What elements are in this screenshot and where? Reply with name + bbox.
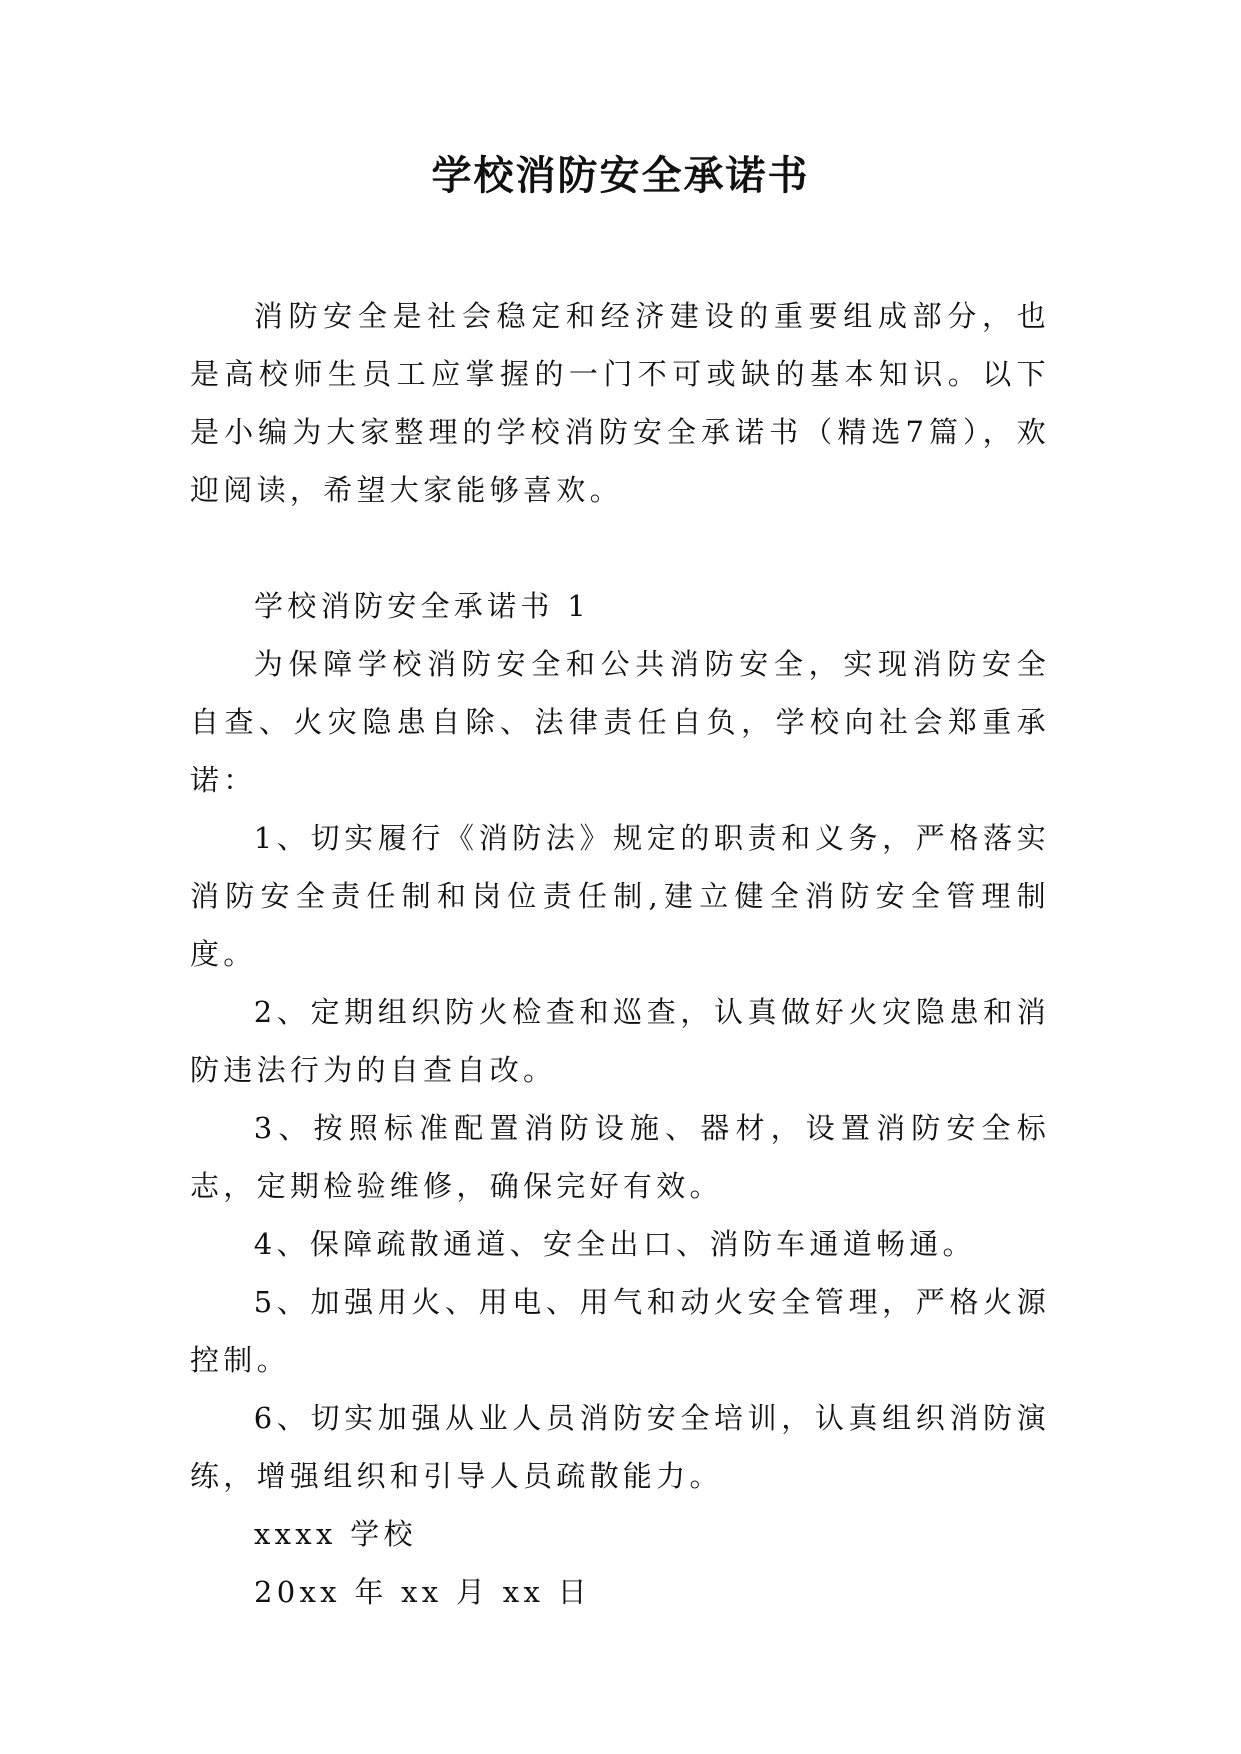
intro-paragraph: 消防安全是社会稳定和经济建设的重要组成部分，也是高校师生员工应掌握的一门不可或缺的基本知识。以下是小编为大家整理的学校消防安全承诺书（精选7篇），欢迎阅读，希望大家能够喜欢。	[190, 299, 1050, 507]
commitment-item-1: 1、切实履行《消防法》规定的职责和义务，严格落实消防安全责任制和岗位责任制,建立健全消防安全管理制度。	[190, 821, 1050, 971]
commitment-item-6: 6、切实加强从业人员消防安全培训，认真组织消防演练，增强组织和引导人员疏散能力。	[190, 1401, 1050, 1493]
commitment-item-4: 4、保障疏散通道、安全出口、消防车通道畅通。	[253, 1227, 976, 1261]
commitment-item-3: 3、按照标准配置消防设施、器材，设置消防安全标志，定期检验维修，确保完好有效。	[190, 1111, 1050, 1203]
section-heading: 学校消防安全承诺书 1	[254, 589, 590, 623]
commitment-item-2: 2、定期组织防火检查和巡查，认真做好火灾隐患和消防违法行为的自查自改。	[190, 995, 1050, 1087]
date-line: 20xx 年 xx 月 xx 日	[254, 1575, 591, 1609]
paragraph-spacer	[190, 519, 1050, 577]
document-body	[190, 287, 1050, 1621]
preamble-paragraph: 为保障学校消防安全和公共消防安全，实现消防安全自查、火灾隐患自除、法律责任自负，学校向社会郑重承诺：	[190, 647, 1050, 797]
commitment-item-5: 5、加强用火、用电、用气和动火安全管理，严格火源控制。	[190, 1285, 1050, 1377]
document-title: 学校消防安全承诺书	[431, 153, 810, 199]
signature-line: xxxx 学校	[254, 1517, 417, 1551]
